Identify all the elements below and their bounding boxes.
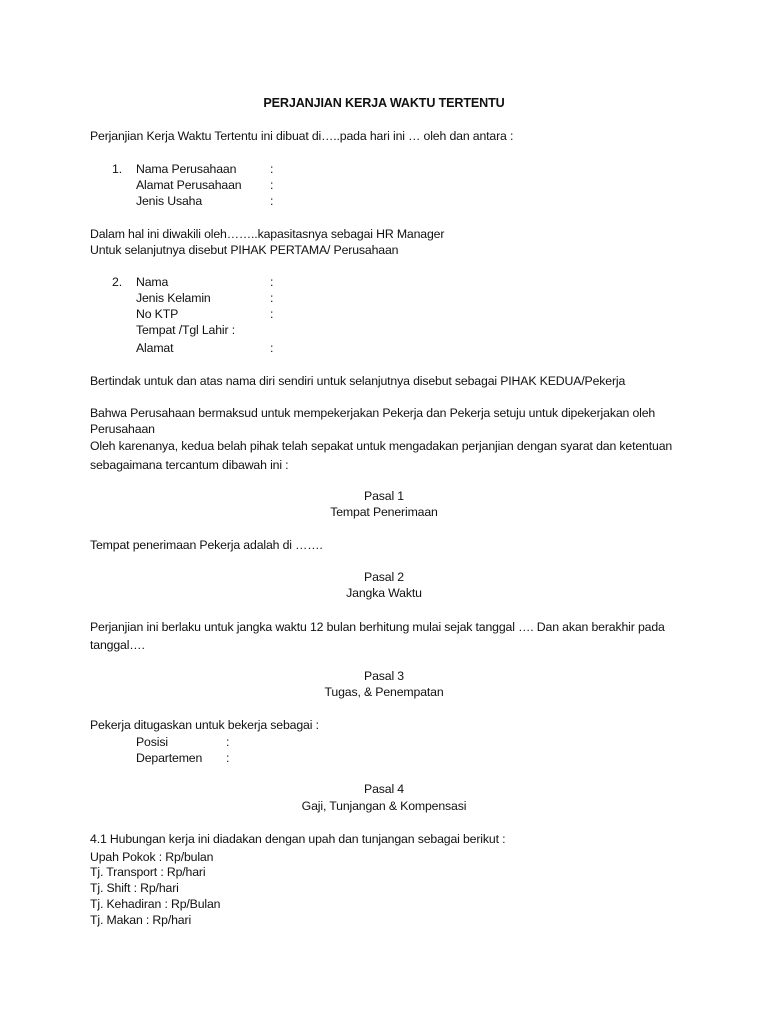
party1-designation: Untuk selanjutnya disebut PIHAK PERTAMA/ Perusahaan <box>90 243 399 257</box>
pasal2-heading: Pasal 2 <box>364 570 404 584</box>
party1-field-colon: : <box>270 194 274 208</box>
party2-field-label: No KTP <box>136 307 179 321</box>
pasal3-field-colon: : <box>226 735 230 749</box>
pasal3-body: Pekerja ditugaskan untuk bekerja sebagai : <box>90 718 319 732</box>
intro-paragraph: Perjanjian Kerja Waktu Tertentu ini dibuat di…..pada hari ini … oleh dan antara : <box>90 129 514 143</box>
party2-designation: Bertindak untuk dan atas nama diri sendiri untuk selanjutnya disebut sebagai PIHAK KEDUA/Pekerja <box>90 374 626 388</box>
pasal1-body: Tempat penerimaan Pekerja adalah di ……. <box>90 538 323 552</box>
party1-field-label: Nama Perusahaan <box>136 162 237 176</box>
pasal3-subtitle: Tugas, & Penempatan <box>324 685 444 699</box>
recital-line: Oleh karenanya, kedua belah pihak telah sepakat untuk mengadakan perjanjian dengan syarat dan ketentuan <box>90 439 673 453</box>
party2-field-label: Nama <box>136 275 169 289</box>
party2-number: 2. <box>112 275 122 289</box>
pasal2-subtitle: Jangka Waktu <box>346 586 422 600</box>
party2-field-colon: : <box>270 275 274 289</box>
pasal4-heading: Pasal 4 <box>364 782 404 796</box>
pasal4-item: Upah Pokok : Rp/bulan <box>90 850 214 864</box>
party2-field-label: Alamat <box>136 341 174 355</box>
pasal3-heading: Pasal 3 <box>364 669 404 683</box>
party1-field-colon: : <box>270 162 274 176</box>
party1-field-colon: : <box>270 178 274 192</box>
pasal2-body: Perjanjian ini berlaku untuk jangka waktu 12 bulan berhitung mulai sejak tanggal …. Dan akan berakhir pada <box>90 620 665 634</box>
pasal4-subtitle: Gaji, Tunjangan & Kompensasi <box>301 799 467 813</box>
recital-line: Perusahaan <box>90 422 155 436</box>
pasal3-field-colon: : <box>226 751 230 765</box>
document-title: PERJANJIAN KERJA WAKTU TERTENTU <box>263 96 505 110</box>
pasal4-item: Tj. Transport : Rp/hari <box>90 865 206 879</box>
recital-line: Bahwa Perusahaan bermaksud untuk mempekerjakan Pekerja dan Pekerja setuju untuk dipekerjakan oleh <box>90 406 656 420</box>
party1-number: 1. <box>112 162 122 176</box>
party1-represented: Dalam hal ini diwakili oleh……..kapasitasnya sebagai HR Manager <box>90 227 445 241</box>
pasal1-subtitle: Tempat Penerimaan <box>330 505 438 519</box>
party2-field-label: Jenis Kelamin <box>136 291 211 305</box>
pasal4-item: Tj. Kehadiran : Rp/Bulan <box>90 897 221 911</box>
recital-line: sebagaimana tercantum dibawah ini : <box>90 458 289 472</box>
pasal4-clause: 4.1 Hubungan kerja ini diadakan dengan upah dan tunjangan sebagai berikut : <box>90 832 506 846</box>
party2-field-colon: : <box>270 341 274 355</box>
party2-field-label: Tempat /Tgl Lahir : <box>136 323 235 337</box>
pasal3-field-label: Departemen <box>136 751 203 765</box>
party2-field-colon: : <box>270 291 274 305</box>
pasal4-item: Tj. Shift : Rp/hari <box>90 881 179 895</box>
pasal2-body: tanggal…. <box>90 638 145 652</box>
party2-field-colon: : <box>270 307 274 321</box>
party1-field-label: Alamat Perusahaan <box>136 178 242 192</box>
pasal3-field-label: Posisi <box>136 735 168 749</box>
pasal1-heading: Pasal 1 <box>364 489 404 503</box>
pasal4-item: Tj. Makan : Rp/hari <box>90 913 192 927</box>
party1-field-label: Jenis Usaha <box>136 194 203 208</box>
